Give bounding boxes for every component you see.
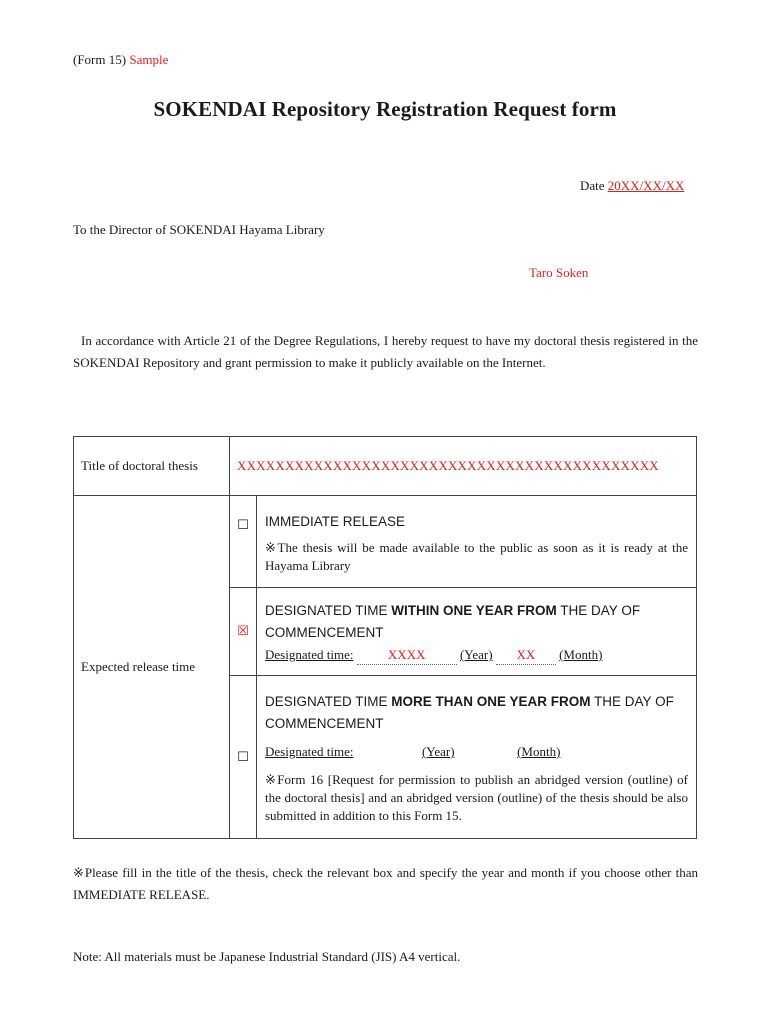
request-form-table <box>73 436 697 839</box>
jis-paper-note: Note: All materials must be Japanese Industrial Standard (JIS) A4 vertical. <box>73 949 461 964</box>
designated-time-label: Designated time: <box>265 647 354 662</box>
within-year-heading <box>265 600 688 644</box>
date-line <box>580 178 684 194</box>
more-than-year-heading-post: THE DAY OF COMMENCEMENT <box>265 694 674 731</box>
month-value[interactable]: XX <box>496 646 556 665</box>
month-label: (Month) <box>559 647 603 662</box>
date-value: 20XX/XX/XX <box>607 178 685 193</box>
immediate-release-note: ※The thesis will be made available to the public as soon as it is ready at the Hayama Library <box>265 539 688 573</box>
request-paragraph: In accordance with Article 21 of the Degree Regulations, I hereby request to have my doctoral thesis registered in the SOKENDAI Repository and grant permission to make it publicly available on the Internet. <box>73 333 698 370</box>
form-number-label: (Form 15) <box>73 52 127 67</box>
more-than-year-heading-bold: MORE THAN ONE YEAR FROM <box>391 694 591 709</box>
release-option-immediate <box>74 496 697 588</box>
year-value[interactable]: XXXX <box>357 646 457 665</box>
more-than-year-cell <box>257 676 697 839</box>
year-label: (Year) <box>459 647 493 662</box>
month-label: (Month) <box>517 744 561 759</box>
immediate-release-checkbox[interactable]: ☐ <box>230 496 257 588</box>
immediate-release-heading: IMMEDIATE RELEASE <box>265 513 406 529</box>
date-label: Date <box>580 178 605 193</box>
within-year-heading-pre: DESIGNATED TIME <box>265 603 392 618</box>
addressee: To the Director of SOKENDAI Hayama Library <box>73 222 325 237</box>
within-year-designated-time <box>265 646 688 665</box>
more-than-year-heading <box>265 691 688 735</box>
more-than-year-heading-pre: DESIGNATED TIME <box>265 694 392 709</box>
more-than-year-note: ※Form 16 [Request for permission to publish an abridged version (outline) of the doctoral thesis] and an abridged version (outline) of the thesis should be also submitted in addition to this Form 15. <box>265 772 688 823</box>
fill-instructions-footnote: ※Please fill in the title of the thesis, check the relevant box and specify the year and month if you choose other than IMMEDIATE RELEASE. <box>73 865 698 902</box>
within-year-heading-post: THE DAY OF COMMENCEMENT <box>265 603 641 640</box>
document-title: SOKENDAI Repository Registration Request form <box>153 97 617 121</box>
applicant-name: Taro Soken <box>529 265 589 280</box>
release-time-label: Expected release time <box>74 496 230 839</box>
within-year-cell <box>257 588 697 676</box>
more-than-year-checkbox[interactable]: ☐ <box>230 676 257 839</box>
year-label: (Year) <box>421 744 455 759</box>
within-year-checkbox[interactable]: ☒ <box>230 588 257 676</box>
within-year-heading-bold: WITHIN ONE YEAR FROM <box>391 603 557 618</box>
designated-time-label: Designated time: <box>265 744 354 759</box>
immediate-release-cell <box>257 496 697 588</box>
thesis-title-row <box>74 437 697 496</box>
form-number <box>73 52 168 68</box>
thesis-title-value: XXXXXXXXXXXXXXXXXXXXXXXXXXXXXXXXXXXXXXXXXXXX <box>230 437 697 496</box>
more-than-year-designated-time <box>265 743 688 761</box>
thesis-title-label: Title of doctoral thesis <box>74 437 230 496</box>
sample-tag: Sample <box>129 52 169 67</box>
